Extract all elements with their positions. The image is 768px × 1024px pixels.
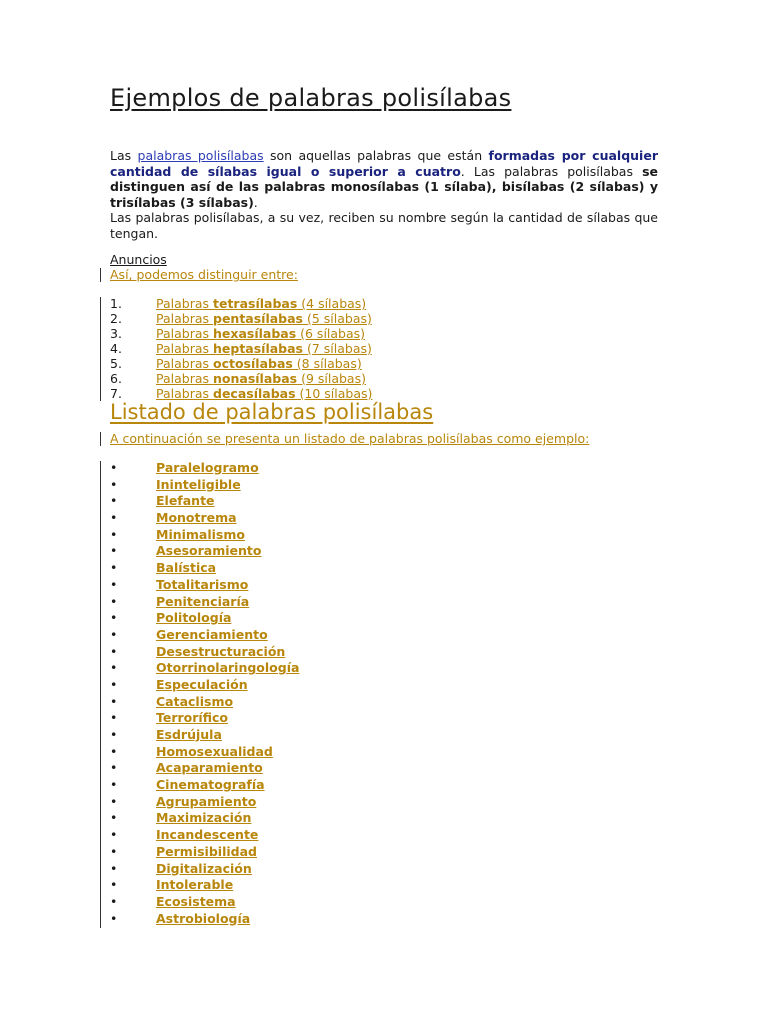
syllable-type-item — [110, 371, 372, 386]
list-item — [110, 694, 299, 711]
word-link[interactable]: Politología — [156, 610, 232, 626]
list-item — [110, 543, 299, 560]
list-number — [110, 341, 156, 356]
bullet-icon: • — [110, 526, 118, 542]
syllable-type-name: heptasílabas — [213, 341, 304, 356]
intro-paragraph-2: Las palabras polisílabas, a su vez, reciben su nombre según la cantidad de sílabas que tengan. — [110, 210, 658, 241]
syllable-type-name: nonasílabas — [213, 371, 298, 386]
polysyllabic-word-list — [110, 460, 299, 927]
list-item — [110, 644, 299, 661]
syllable-type-item — [110, 356, 372, 371]
word-link[interactable]: Acaparamiento — [156, 760, 263, 776]
distinguish-link[interactable]: Así, podemos distinguir entre: — [110, 267, 298, 282]
ads-label[interactable]: Anuncios — [110, 252, 167, 267]
syllable-type-prefix: Palabras — [156, 386, 213, 401]
bullet-icon: • — [110, 626, 118, 642]
list-item — [110, 744, 299, 761]
syllable-type-prefix: Palabras — [156, 326, 213, 341]
syllable-type-count: (9 sílabas) — [297, 371, 366, 386]
bullet-icon: • — [110, 543, 118, 559]
bullet-icon: • — [110, 476, 118, 492]
list-item — [110, 777, 299, 794]
syllable-type-prefix: Palabras — [156, 371, 213, 386]
word-link[interactable]: Otorrinolaringología — [156, 660, 300, 676]
word-link[interactable]: Monotrema — [156, 510, 237, 526]
bullet-icon: • — [110, 777, 118, 793]
bullet-icon: • — [110, 843, 118, 859]
syllable-type-list — [110, 296, 372, 401]
syllable-type-link[interactable] — [156, 386, 372, 401]
word-link[interactable]: Penitenciaría — [156, 593, 250, 609]
syllable-type-count: (10 sílabas) — [295, 386, 373, 401]
bullet-icon: • — [110, 676, 118, 692]
list-item — [110, 877, 299, 894]
intro-bold-distinction: se distinguen así de las palabras monosílabas (1 sílaba), bisílabas (2 sílabas) y trisílabas (3 sílabas) — [110, 163, 658, 210]
list-item — [110, 493, 299, 510]
list-item — [110, 594, 299, 611]
bullet-icon: • — [110, 593, 118, 609]
list-item — [110, 627, 299, 644]
list-item — [110, 760, 299, 777]
list-item — [110, 660, 299, 677]
word-link[interactable]: Terrorífico — [156, 710, 228, 726]
list-item — [110, 710, 299, 727]
bullet-icon: • — [110, 743, 118, 759]
page-title: Ejemplos de palabras polisílabas — [110, 84, 512, 112]
list-item — [110, 827, 299, 844]
word-link[interactable]: Maximización — [156, 810, 252, 826]
word-link[interactable]: Cataclismo — [156, 693, 234, 709]
list-number-text: 4. — [110, 341, 122, 356]
list-item — [110, 677, 299, 694]
list-number — [110, 296, 156, 311]
syllable-type-item — [110, 326, 372, 341]
list-item — [110, 861, 299, 878]
word-link[interactable]: Agrupamiento — [156, 793, 257, 809]
syllable-type-item — [110, 341, 372, 356]
list-number — [110, 356, 156, 371]
list-item — [110, 527, 299, 544]
bullet-icon: • — [110, 493, 118, 509]
word-link[interactable]: Asesoramiento — [156, 543, 262, 559]
polisilabas-link[interactable]: palabras polisílabas — [137, 148, 264, 163]
list-item — [110, 727, 299, 744]
word-link[interactable]: Minimalismo — [156, 526, 245, 542]
bullet-icon: • — [110, 810, 118, 826]
list-item — [110, 577, 299, 594]
bullet-icon: • — [110, 827, 118, 843]
bullet-icon: • — [110, 460, 118, 475]
margin-bar — [100, 432, 101, 446]
intro-text-part: . — [253, 194, 258, 210]
word-link[interactable]: Totalitarismo — [156, 576, 249, 592]
bullet-icon: • — [110, 727, 118, 742]
word-link[interactable]: Elefante — [156, 493, 215, 509]
list-number — [110, 311, 156, 326]
list-item — [110, 844, 299, 861]
bullet-icon: • — [110, 693, 118, 709]
list-item — [110, 911, 299, 928]
syllable-type-name: decasílabas — [213, 386, 296, 401]
intro-text-part: son aquellas palabras que están — [263, 148, 489, 163]
list-item — [110, 794, 299, 811]
intro-bold-definition: formadas por cualquier cantidad de sílabas igual o superior a cuatro — [110, 148, 658, 179]
word-link[interactable]: Permisibilidad — [156, 843, 257, 859]
list-number-text: 7. — [110, 386, 122, 401]
word-link[interactable]: Balística — [156, 560, 217, 576]
syllable-type-count: (4 sílabas) — [297, 296, 367, 311]
bullet-icon: • — [110, 710, 118, 726]
syllable-type-link[interactable] — [156, 341, 372, 356]
list-number-text: 1. — [110, 296, 122, 311]
bullet-icon: • — [110, 760, 118, 776]
list-item — [110, 460, 299, 477]
syllable-type-count: (6 sílabas) — [296, 326, 366, 341]
syllable-type-link[interactable] — [156, 296, 366, 311]
list-number-text: 3. — [110, 326, 122, 341]
word-link[interactable]: Paralelogramo — [156, 460, 259, 475]
syllable-type-item — [110, 311, 372, 326]
bullet-icon: • — [110, 610, 118, 626]
syllable-type-item — [110, 296, 372, 311]
bullet-icon: • — [110, 643, 118, 659]
word-link[interactable]: Incandescente — [156, 827, 259, 843]
margin-bar — [100, 297, 101, 401]
word-link[interactable]: Digitalización — [156, 860, 252, 876]
list-number-text: 6. — [110, 371, 122, 386]
intro-text — [110, 148, 658, 241]
list-item — [110, 560, 299, 577]
list-number — [110, 371, 156, 386]
word-link[interactable]: Desestructuración — [156, 643, 286, 659]
bullet-icon: • — [110, 877, 118, 893]
listado-intro-link[interactable]: A continuación se presenta un listado de palabras polisílabas como ejemplo: — [110, 431, 590, 446]
list-number-text: 5. — [110, 356, 122, 371]
syllable-type-count: (5 sílabas) — [303, 311, 372, 326]
word-link[interactable]: Astrobiología — [156, 910, 251, 926]
syllable-type-prefix: Palabras — [156, 296, 213, 311]
bullet-icon: • — [110, 793, 118, 809]
syllable-type-link[interactable] — [156, 356, 362, 371]
syllable-type-count: (7 sílabas) — [303, 341, 372, 356]
syllable-type-prefix: Palabras — [156, 311, 213, 326]
word-link[interactable]: Cinematografía — [156, 777, 265, 793]
word-link[interactable]: Ecosistema — [156, 893, 236, 909]
syllable-type-name: octosílabas — [213, 356, 293, 371]
list-item — [110, 477, 299, 494]
list-item — [110, 894, 299, 911]
list-item — [110, 610, 299, 627]
syllable-type-link[interactable] — [156, 326, 365, 341]
word-link[interactable]: Gerenciamiento — [156, 626, 268, 642]
syllable-type-link[interactable] — [156, 311, 372, 326]
bullet-icon: • — [110, 860, 118, 876]
syllable-type-item — [110, 386, 372, 401]
syllable-type-link[interactable] — [156, 371, 366, 386]
bullet-icon: • — [110, 893, 118, 909]
bullet-icon: • — [110, 660, 118, 676]
bullet-icon: • — [110, 510, 118, 526]
listado-heading[interactable]: Listado de palabras polisílabas — [110, 400, 434, 424]
margin-bar — [100, 268, 101, 282]
syllable-type-name: pentasílabas — [213, 311, 304, 326]
word-link[interactable]: Intolerable — [156, 877, 234, 893]
intro-text-part: . Las palabras polisílabas — [460, 163, 643, 179]
bullet-icon: • — [110, 910, 118, 926]
list-item — [110, 510, 299, 527]
word-link[interactable]: Esdrújula — [156, 727, 222, 742]
bullet-icon: • — [110, 560, 118, 576]
word-link[interactable]: Ininteligible — [156, 476, 241, 492]
syllable-type-name: hexasílabas — [213, 326, 297, 341]
list-number-text: 2. — [110, 311, 122, 326]
syllable-type-name: tetrasílabas — [213, 296, 298, 311]
word-link[interactable]: Homosexualidad — [156, 743, 273, 759]
intro-paragraph-1 — [110, 148, 658, 210]
margin-bar — [100, 461, 101, 928]
list-number — [110, 326, 156, 341]
syllable-type-prefix: Palabras — [156, 341, 213, 356]
list-number — [110, 386, 156, 401]
word-link[interactable]: Especulación — [156, 676, 248, 692]
bullet-icon: • — [110, 576, 118, 592]
list-item — [110, 810, 299, 827]
intro-text-part: Las — [110, 148, 138, 163]
syllable-type-prefix: Palabras — [156, 356, 213, 371]
syllable-type-count: (8 sílabas) — [292, 356, 362, 371]
